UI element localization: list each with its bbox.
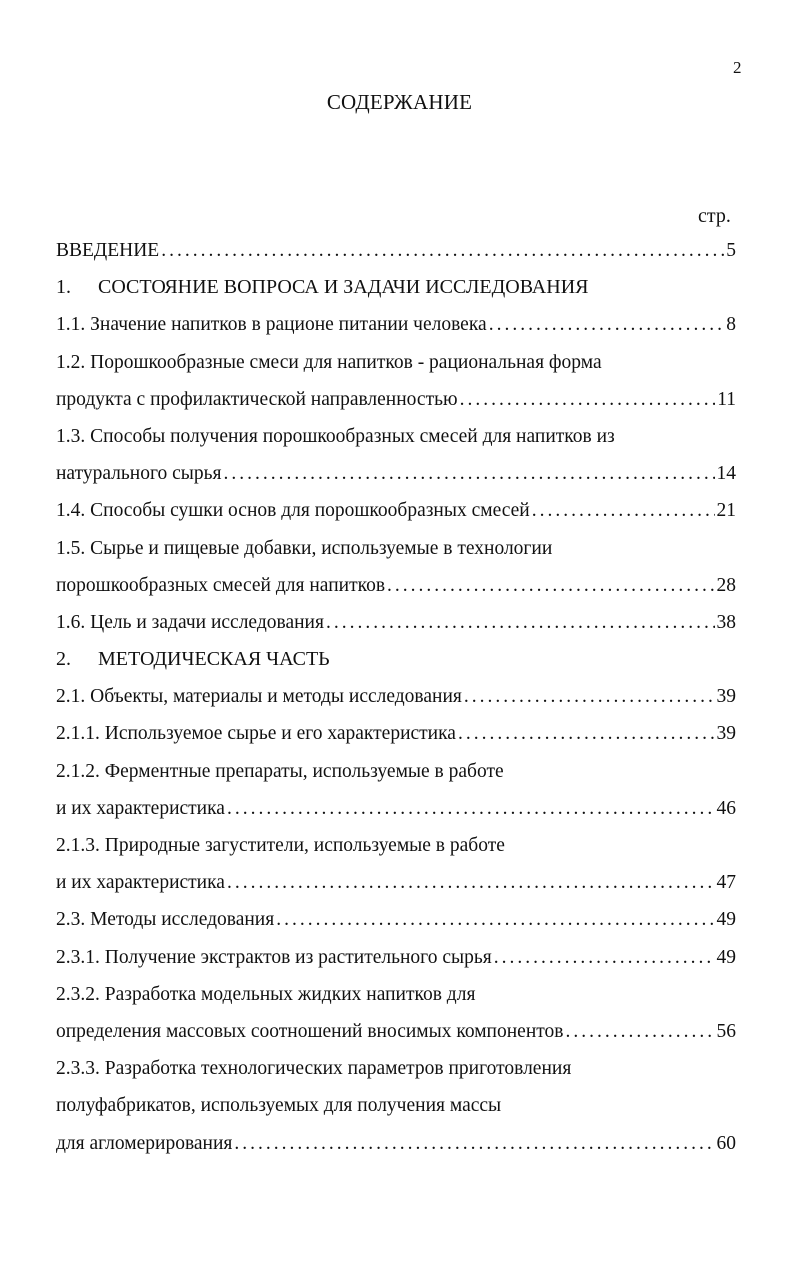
dot-leader [161, 232, 724, 269]
toc-entry-text: 1.6. Цель и задачи исследования [56, 611, 324, 633]
toc-entry [56, 901, 736, 938]
toc-entry [56, 306, 736, 343]
dot-leader [566, 1013, 715, 1050]
toc-entry-text: 1.1. Значение напитков в рационе питании человека [56, 314, 487, 336]
toc-heading-number: 2. [56, 648, 71, 671]
toc-entry-text: 1.3. Способы получения порошкообразных смесей для напитков из [56, 425, 615, 447]
toc-entry-text: и их характеристика [56, 872, 225, 894]
toc-heading [56, 641, 736, 678]
toc-entry-text: натурального сырья [56, 463, 222, 485]
toc-entry-page: 60 [716, 1132, 736, 1154]
toc-entry-text: 2.1.3. Природные загустители, используемые в работе [56, 835, 505, 856]
page-title: СОДЕРЖАНИЕ [326, 90, 473, 114]
dot-leader [387, 567, 714, 604]
toc-entry [56, 604, 736, 641]
toc-entry-text: продукта с профилактической направленностью [56, 388, 458, 410]
toc-entry [56, 381, 736, 418]
toc-entry-text: 1.5. Сырье и пищевые добавки, используемые в технологии [56, 537, 553, 559]
toc-entry-text: 2.3.2. Разработка модельных жидких напитков для [56, 983, 476, 1005]
toc-heading-text: СОСТОЯНИЕ ВОПРОСА И ЗАДАЧИ ИССЛЕДОВАНИЯ [98, 276, 589, 299]
toc-entry-text: и их характеристика [56, 797, 225, 819]
toc-entry [56, 715, 736, 752]
table-of-contents [56, 232, 736, 1162]
toc-entry-page: 38 [716, 611, 736, 633]
toc-text-line [56, 344, 736, 381]
toc-entry-text: 2.3.3. Разработка технологических параметров приготовления [56, 1058, 572, 1080]
toc-entry-page: 14 [716, 463, 736, 485]
page-column-label: стр. [698, 205, 731, 227]
toc-entry-page: 46 [716, 797, 736, 819]
dot-leader [227, 864, 715, 901]
toc-entry-text: ВВЕДЕНИЕ [56, 240, 160, 261]
toc-text-line [56, 418, 736, 455]
toc-entry-page: 11 [717, 388, 736, 410]
toc-text-line [56, 976, 736, 1013]
toc-text-line [56, 530, 736, 567]
toc-entry-page: 39 [716, 686, 736, 708]
dot-leader [458, 715, 715, 752]
toc-entry [56, 492, 736, 529]
toc-entry-page: 21 [716, 500, 736, 522]
toc-entry-page: 47 [716, 872, 736, 894]
dot-leader [494, 939, 715, 976]
toc-text-line [56, 1087, 736, 1124]
dot-leader [489, 306, 725, 343]
toc-entry [56, 567, 736, 604]
dot-leader [464, 678, 715, 715]
toc-entry-page: 56 [716, 1020, 736, 1042]
toc-entry [56, 790, 736, 827]
dot-leader [460, 381, 716, 418]
toc-entry [56, 1013, 736, 1050]
toc-entry-text: 2.3. Методы исследования [56, 909, 275, 931]
toc-entry-text: для агломерирования [56, 1132, 233, 1154]
toc-entry [56, 1125, 736, 1162]
dot-leader [276, 901, 714, 938]
toc-entry-text: 2.3.1. Получение экстрактов из растительного сырья [56, 946, 492, 968]
toc-heading-number: 1. [56, 276, 71, 299]
toc-entry-page: 8 [726, 314, 736, 336]
toc-entry-page: 49 [716, 946, 736, 968]
toc-entry-text: 1.4. Способы сушки основ для порошкообразных смесей [56, 500, 530, 522]
toc-entry [56, 678, 736, 715]
dot-leader [532, 492, 715, 529]
toc-entry-text: порошкообразных смесей для напитков [56, 574, 386, 596]
toc-entry-text: 2.1. Объекты, материалы и методы исследования [56, 686, 462, 708]
toc-entry-text: 2.1.2. Ферментные препараты, используемые в работе [56, 760, 504, 782]
toc-entry-page: 49 [716, 909, 736, 931]
toc-entry [56, 232, 736, 269]
toc-text-line [56, 753, 736, 790]
toc-entry-text: полуфабрикатов, используемых для получения массы [56, 1095, 502, 1117]
toc-heading [56, 269, 736, 306]
toc-entry [56, 864, 736, 901]
toc-text-line [56, 1050, 736, 1087]
dot-leader [234, 1125, 714, 1162]
toc-entry [56, 939, 736, 976]
toc-heading-text: МЕТОДИЧЕСКАЯ ЧАСТЬ [98, 648, 330, 671]
toc-entry-page: 39 [716, 723, 736, 745]
dot-leader [227, 790, 715, 827]
toc-entry-text: 1.2. Порошкообразные смеси для напитков - рациональная форма [56, 351, 602, 373]
toc-entry-page: 5 [726, 240, 736, 261]
dot-leader [326, 604, 715, 641]
toc-entry [56, 455, 736, 492]
dot-leader [224, 455, 715, 492]
toc-entry-text: 2.1.1. Используемое сырье и его характеристика [56, 723, 456, 745]
toc-entry-text: определения массовых соотношений вносимых компонентов [56, 1020, 564, 1042]
toc-entry-page: 28 [716, 574, 736, 596]
page-number: 2 [733, 58, 742, 77]
toc-text-line [56, 827, 736, 864]
